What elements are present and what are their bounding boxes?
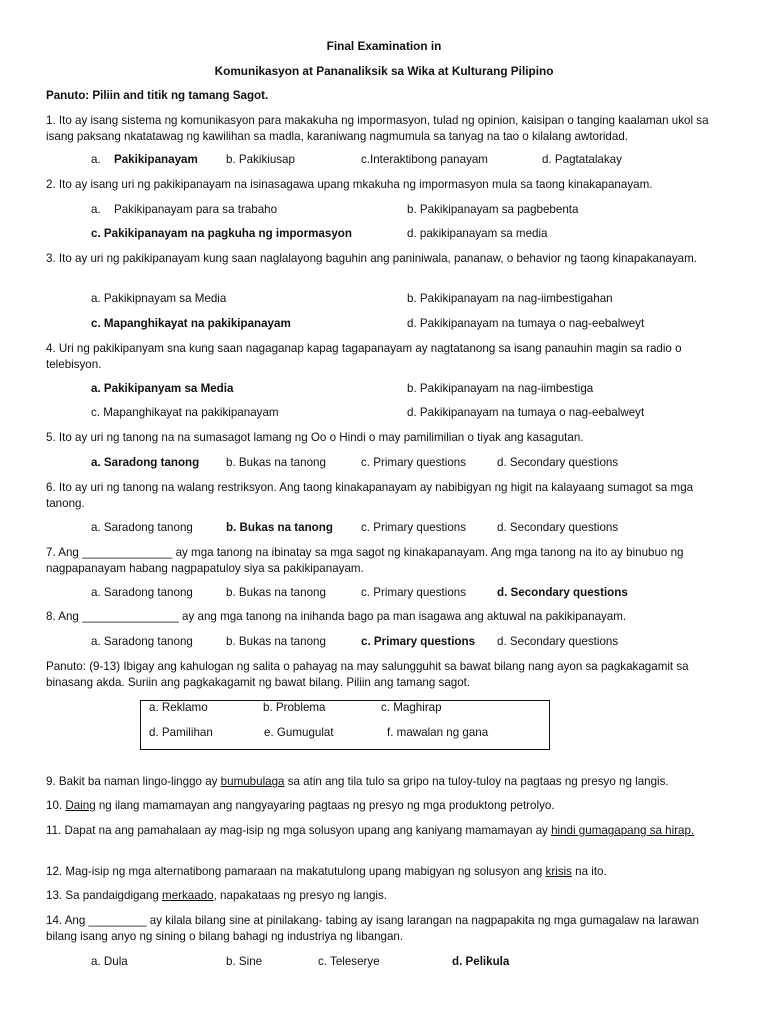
q11-underlined-phrase: hindi gumagapang sa hirap. xyxy=(551,824,695,837)
choice-b: b. Problema xyxy=(263,701,326,714)
q1-option-b: b. Pakikiusap xyxy=(226,153,295,166)
q8-option-a: a. Saradong tanong xyxy=(91,635,193,648)
q13-underlined-word: merkaado xyxy=(162,889,214,902)
q4-option-a: a. Pakikipanyam sa Media xyxy=(91,382,234,395)
q2-option-c: c. Pakikipanayam na pagkuha ng impormasyon xyxy=(91,227,352,240)
q8-option-d: d. Secondary questions xyxy=(497,635,619,648)
q5-option-c: c. Primary questions xyxy=(361,456,467,469)
q10-underlined-word: Daing xyxy=(65,799,96,812)
q7-option-b: b. Bukas na tanong xyxy=(226,586,326,599)
q4-option-c: c. Mapanghikayat na pakikipanayam xyxy=(91,406,279,419)
question-14: 14. Ang _________ ay kilala bilang sine at pinilakang- tabing ay isang larangan na nagpapakita ng mga gumagalaw na larawan bilang isang anyo ng sining o bilang bahagi ng industriya ng libangan. xyxy=(46,914,699,943)
choice-d: d. Pamilihan xyxy=(149,726,213,739)
q5-option-a: a. Saradong tanong xyxy=(91,456,200,469)
choice-e: e. Gumugulat xyxy=(264,726,334,739)
q6-option-b: b. Bukas na tanong xyxy=(226,521,333,534)
q5-option-d: d. Secondary questions xyxy=(497,456,619,469)
q7-option-a: a. Saradong tanong xyxy=(91,586,193,599)
q6-option-a: a. Saradong tanong xyxy=(91,521,193,534)
q6-option-c: c. Primary questions xyxy=(361,521,467,534)
exam-title: Final Examination in xyxy=(326,39,442,53)
choice-a: a. Reklamo xyxy=(149,701,208,714)
exam-subject: Komunikasyon at Pananaliksik sa Wika at Kulturang Pilipino xyxy=(214,64,554,78)
q5-option-b: b. Bukas na tanong xyxy=(226,456,326,469)
question-7: 7. Ang ______________ ay mga tanong na ibinatay sa mga sagot ng kinakapanayam. Ang mga tanong na ito ay binubuo ng nagpapanayam habang nagpapatuloy siya sa pakikipanayam. xyxy=(46,546,684,575)
q4-option-b: b. Pakikipanayam na nag-iimbestiga xyxy=(407,382,594,395)
question-2: 2. Ito ay isang uri ng pakikipanayam na isinasagawa upang mkakuha ng impormasyon mula sa taong kinakapanayam. xyxy=(46,178,653,191)
q14-option-d: d. Pelikula xyxy=(452,955,510,968)
q3-option-a: a. Pakikipnayam sa Media xyxy=(91,292,227,305)
q14-option-b: b. Sine xyxy=(226,955,263,968)
q12-underlined-word: krisis xyxy=(545,865,572,878)
q14-option-c: c. Teleserye xyxy=(318,955,380,968)
q2-option-b: b. Pakikipanayam sa pagbebenta xyxy=(407,203,579,216)
q8-option-c: c. Primary questions xyxy=(361,635,476,648)
question-4: 4. Uri ng pakikipanyam sna kung saan nagaganap kapag tagapanayam ay nagtatanong sa isang panauhin magin sa radio o telebisyon. xyxy=(46,342,682,371)
q1-option-a: Pakikipanayam xyxy=(114,153,198,166)
question-8: 8. Ang _______________ ay ang mga tanong na inihanda bago pa man isagawa ang aktuwal na pakikipanayam. xyxy=(46,610,627,623)
q3-option-b: b. Pakikipanayam na nag-iimbestigahan xyxy=(407,292,613,305)
q7-option-d: d. Secondary questions xyxy=(497,586,628,599)
q4-option-d: d. Pakikipanayam na tumaya o nag-eebalweyt xyxy=(407,406,645,419)
instruction-1: Panuto: Piliin and titik ng tamang Sagot. xyxy=(46,89,269,102)
q2-option-a: Pakikipanayam para sa trabaho xyxy=(114,203,278,216)
question-5: 5. Ito ay uri ng tanong na na sumasagot lamang ng Oo o Hindi o may pamilimilian o tiyak ang kasagutan. xyxy=(46,431,584,444)
instruction-2: Panuto: (9-13) Ibigay ang kahulogan ng salita o pahayag na may salungguhit sa bawat bilang nang ayon sa pagkakagamit sa binasang akda. Suriin ang pagkakagamit ng bawat bilang. Piliin ang tamang sagot. xyxy=(46,660,689,689)
q1-option-a-letter: a. xyxy=(91,153,101,166)
q2-option-d: d. pakikipanayam sa media xyxy=(407,227,548,240)
q1-option-c: c.Interaktibong panayam xyxy=(361,153,488,166)
q8-option-b: b. Bukas na tanong xyxy=(226,635,326,648)
choice-c: c. Maghirap xyxy=(381,701,442,714)
q1-option-d: d. Pagtatalakay xyxy=(542,153,622,166)
q2-option-a-letter: a. xyxy=(91,203,101,216)
choice-f: f. mawalan ng gana xyxy=(387,726,489,739)
question-3: 3. Ito ay uri ng pakikipanayam kung saan naglalayong baguhin ang paniniwala, pananaw, o behavior ng taong kinapakanayam. xyxy=(46,252,698,265)
question-10: 10. Daing ng ilang mamamayan ang nangyayaring pagtaas ng presyo ng mga produktong petrolyo. xyxy=(46,799,555,812)
question-6: 6. Ito ay uri ng tanong na walang restriksyon. Ang taong kinakapanayam ay nabibigyan ng higit na kalayaang sumagot sa mga tanong. xyxy=(46,481,694,510)
question-11: 11. Dapat na ang pamahalaan ay mag-isip ng mga solusyon upang ang kaniyang mamamayan ay hindi gumagapang sa hirap. xyxy=(46,824,695,837)
q14-option-a: a. Dula xyxy=(91,955,128,968)
q3-option-c: c. Mapanghikayat na pakikipanayam xyxy=(91,317,291,330)
q3-option-d: d. Pakikipanayam na tumaya o nag-eebalweyt xyxy=(407,317,645,330)
q7-option-c: c. Primary questions xyxy=(361,586,467,599)
q6-option-d: d. Secondary questions xyxy=(497,521,619,534)
question-9: 9. Bakit ba naman lingo-linggo ay bumubulaga sa atin ang tila tulo sa gripo na tuloy-tuloy na pagtaas ng presyo ng langis. xyxy=(46,775,669,788)
question-13: 13. Sa pandaigdigang merkaado, napakataas ng presyo ng langis. xyxy=(46,889,387,902)
q9-underlined-word: bumubulaga xyxy=(220,775,285,788)
question-1: 1. Ito ay isang sistema ng komunikasyon para makakuha ng impormasyon, tulad ng opinion, kaisipan o tanging kaalaman ukol sa isang paksang nkatatawag ng kawilihan sa madla, karaniwang nagmumula sa tanyag na tao o kilalang awtoridad. xyxy=(46,114,709,143)
question-12: 12. Mag-isip ng mga alternatibong pamaraan na makatutulong upang mabigyan ng solusyon ang krisis na ito. xyxy=(46,865,607,878)
